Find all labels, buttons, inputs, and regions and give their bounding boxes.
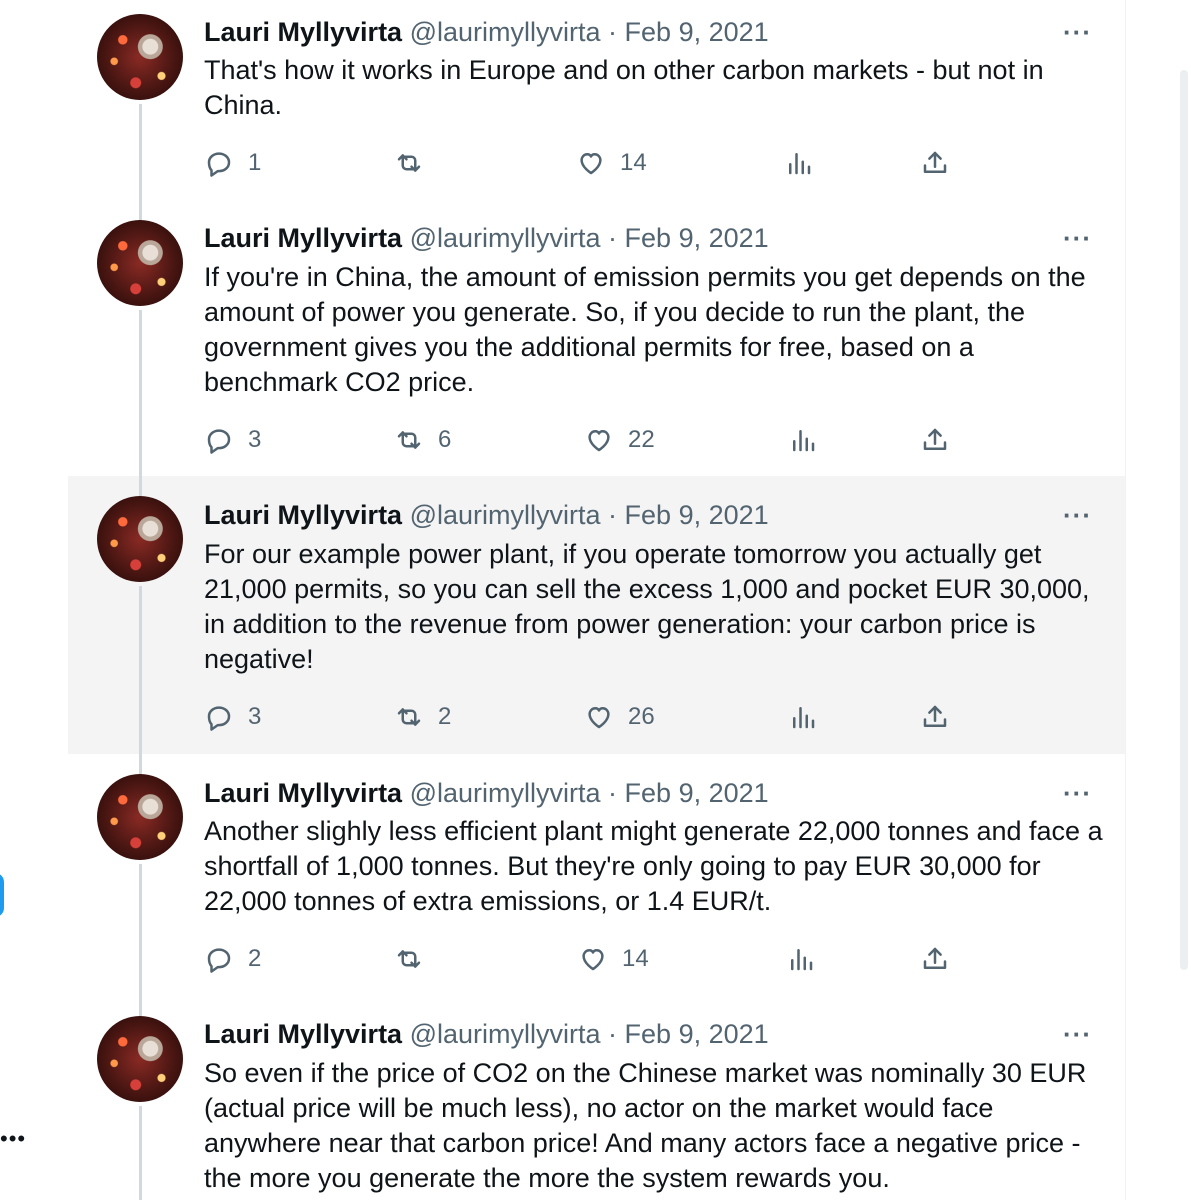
tweet-header [204,1017,769,1051]
reply-count: 2 [248,945,262,972]
tweet-text: That's how it works in Europe and on other carbon markets - but not in China. [204,55,1044,120]
tweet-text: For our example power plant, if you operate tomorrow you actually get 21,000 permits, so you can sell the excess 1,000 and pocket EUR 30,000, in addition to the revenue from power generation: your carbon price is negative! [204,539,1090,674]
retweet-icon [394,425,424,455]
views-button[interactable] [788,420,818,460]
retweet-icon [394,944,424,974]
share-icon [920,702,950,732]
tweet[interactable] [68,998,1125,1200]
reply-button[interactable] [204,697,261,737]
like-count: 14 [620,149,647,176]
tweet-actions [204,143,964,183]
like-button[interactable] [576,143,647,183]
tweet-actions [204,939,964,979]
share-button[interactable] [920,697,950,737]
reply-count: 3 [248,703,262,730]
share-icon [920,425,950,455]
author-handle[interactable]: @laurimyllyvirta [409,223,601,253]
tweet-text: So even if the price of CO2 on the Chinese market was nominally 30 EUR (actual price will be much less), no actor on the market would face anywhere near that carbon price! And many actors face a negative price - the more you generate the more the system rewards you. [204,1058,1087,1193]
thread-connector [139,476,142,496]
like-button[interactable] [578,939,649,979]
reply-icon [204,148,234,178]
like-button[interactable] [584,420,655,460]
thread-connector [139,202,142,220]
tweet-header [204,15,769,49]
like-count: 22 [628,426,655,453]
retweet-count: 6 [438,426,452,453]
reply-button[interactable] [204,420,261,460]
avatar[interactable] [97,496,183,582]
more-icon[interactable]: ··· [1063,17,1092,47]
author-name[interactable]: Lauri Myllyvirta [204,1019,403,1049]
retweet-button[interactable] [394,697,451,737]
author-handle[interactable]: @laurimyllyvirta [409,778,601,808]
thread-timeline [68,0,1126,1200]
retweet-icon [394,702,424,732]
views-button[interactable] [784,143,814,183]
thread-connector [139,1106,142,1200]
tweet-date[interactable]: · Feb 9, 2021 [608,17,769,47]
more-icon[interactable]: ··· [1063,223,1092,253]
reply-count: 3 [248,426,262,453]
like-count: 26 [628,703,655,730]
author-handle[interactable]: @laurimyllyvirta [409,500,601,530]
share-icon [920,148,950,178]
share-button[interactable] [920,143,950,183]
retweet-count: 2 [438,703,452,730]
reply-button[interactable] [204,143,261,183]
views-button[interactable] [788,697,818,737]
author-name[interactable]: Lauri Myllyvirta [204,223,403,253]
avatar[interactable] [97,220,183,306]
retweet-icon [394,148,424,178]
avatar[interactable] [97,1016,183,1102]
post-button-edge[interactable] [0,873,4,917]
heart-icon [576,148,606,178]
retweet-button[interactable] [394,939,438,979]
tweet-actions [204,697,964,737]
tweet-text: Another slighly less efficient plant might generate 22,000 tonnes and face a shortfall of 1,000 tonnes. But they're only going to pay EUR 30,000 for 22,000 tonnes of extra emissions, or 1.4 EUR/t. [204,816,1103,916]
tweet[interactable] [68,476,1125,754]
thread-connector [139,754,142,774]
share-icon [920,944,950,974]
analytics-icon [788,425,818,455]
like-count: 14 [622,945,649,972]
heart-icon [578,944,608,974]
author-name[interactable]: Lauri Myllyvirta [204,778,403,808]
analytics-icon [786,944,816,974]
more-icon[interactable]: ··· [1063,778,1092,808]
more-icon[interactable]: ··· [1063,500,1092,530]
tweet-date[interactable]: · Feb 9, 2021 [608,223,769,253]
views-button[interactable] [786,939,816,979]
tweet-actions [204,420,964,460]
reply-icon [204,425,234,455]
analytics-icon [784,148,814,178]
retweet-button[interactable] [394,143,438,183]
thread-connector [139,104,142,202]
tweet-date[interactable]: · Feb 9, 2021 [608,1019,769,1049]
heart-icon [584,425,614,455]
tweet-date[interactable]: · Feb 9, 2021 [608,778,769,808]
tweet[interactable] [68,0,1125,202]
tweet[interactable] [68,202,1125,476]
tweet-header [204,776,769,810]
author-handle[interactable]: @laurimyllyvirta [409,17,601,47]
heart-icon [584,702,614,732]
more-icon[interactable]: ··· [1063,1019,1092,1049]
left-sidebar [0,0,68,1200]
reply-button[interactable] [204,939,261,979]
author-handle[interactable]: @laurimyllyvirta [409,1019,601,1049]
tweet-text: If you're in China, the amount of emission permits you get depends on the amount of power you generate. So, if you decide to run the plant, the government gives you the additional permits for free, based on a benchmark CO2 price. [204,262,1086,397]
thread-connector [139,586,142,754]
avatar[interactable] [97,774,183,860]
scrollbar[interactable] [1180,70,1188,970]
retweet-button[interactable] [394,420,451,460]
share-button[interactable] [920,420,950,460]
author-name[interactable]: Lauri Myllyvirta [204,17,403,47]
thread-connector [139,310,142,476]
tweet-header [204,221,769,255]
tweet-date[interactable]: · Feb 9, 2021 [608,500,769,530]
tweet[interactable] [68,754,1125,998]
share-button[interactable] [920,939,950,979]
tweet-header [204,498,769,532]
reply-icon [204,944,234,974]
avatar[interactable] [97,14,183,100]
like-button[interactable] [584,697,655,737]
reply-icon [204,702,234,732]
author-name[interactable]: Lauri Myllyvirta [204,500,403,530]
analytics-icon [788,702,818,732]
thread-connector [139,998,142,1016]
more-menu-icon[interactable]: ••• [0,1126,27,1151]
reply-count: 1 [248,149,262,176]
thread-connector [139,864,142,998]
